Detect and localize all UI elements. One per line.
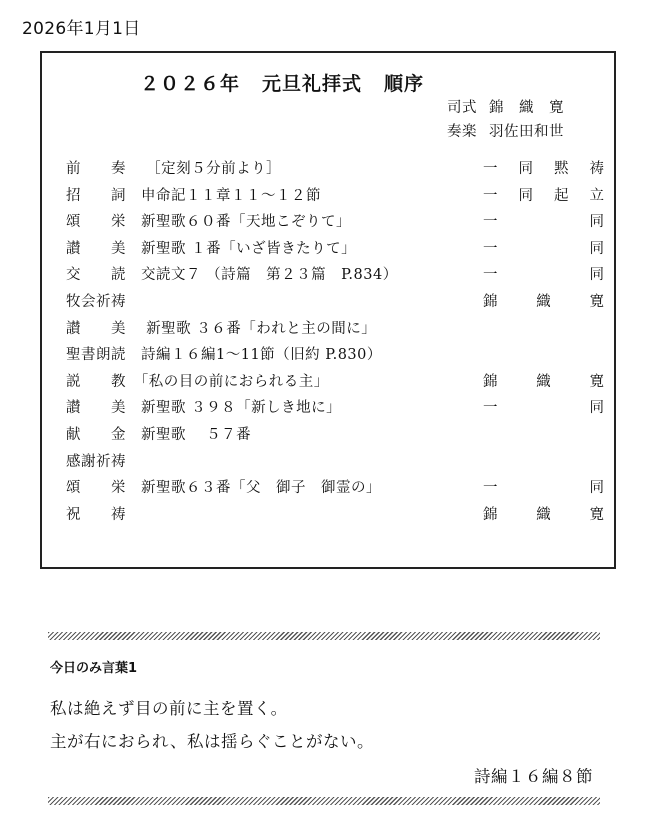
person-char: 一 (483, 240, 498, 257)
person-char: 祷 (589, 161, 604, 177)
order-list (66, 157, 606, 529)
order-item: 聖書朗読 詩編１６編1～11節（旧約 P.830） (66, 347, 382, 364)
order-row (66, 290, 606, 317)
hatched-divider-top (48, 632, 600, 640)
order-row (66, 396, 606, 423)
order-item: 感謝祈祷 (66, 453, 126, 470)
order-person (483, 210, 604, 231)
person-char: 寛 (589, 506, 604, 523)
person-char: 寛 (589, 293, 604, 310)
verse-reference: 詩編１６編８節 (474, 767, 593, 786)
order-person (483, 396, 604, 417)
person-char: 同 (589, 214, 604, 231)
person-char: 立 (589, 187, 604, 204)
order-person (483, 476, 604, 497)
order-item: 讃 美 新聖歌 ３６番「われと主の間に」 (66, 320, 377, 337)
person-char: 一 (483, 400, 498, 417)
order-person (483, 157, 604, 178)
person-char: 黙 (554, 161, 569, 177)
order-row (66, 184, 606, 211)
order-row (66, 210, 606, 237)
officer-presider (447, 96, 564, 117)
officer-role: 奏楽 (447, 124, 477, 140)
person-char: 同 (518, 161, 533, 177)
order-row (66, 503, 606, 530)
person-char: 錦 (483, 506, 498, 523)
officer-organist (447, 120, 564, 141)
order-item: 前 奏 ［定刻５分前より］ (66, 161, 282, 177)
person-char: 一 (483, 480, 498, 497)
order-person (483, 263, 604, 284)
verse-line-2: 主が右におられ、私は揺らぐことがない。 (50, 732, 374, 751)
person-char: 同 (589, 400, 604, 417)
person-char: 一 (483, 161, 498, 177)
order-item: 交 読 交読文７ （詩篇 第２３篇 P.834） (66, 267, 398, 284)
order-row (66, 476, 606, 503)
order-row (66, 423, 606, 450)
program-box (40, 51, 616, 569)
order-person (483, 184, 604, 205)
order-person (483, 290, 604, 311)
order-row (66, 370, 606, 397)
daily-word-label: 今日のみ言葉1 (50, 661, 138, 676)
person-char: 織 (536, 373, 551, 390)
order-row (66, 237, 606, 264)
verse-line-1: 私は絶えず目の前に主を置く。 (50, 699, 288, 718)
date-header: 2026年1月1日 (22, 19, 141, 39)
person-char: 織 (536, 506, 551, 523)
order-item: 頌 栄 新聖歌６３番「父 御子 御霊の」 (66, 480, 381, 497)
officer-role: 司式 (447, 100, 477, 116)
order-row (66, 317, 606, 344)
person-char: 同 (589, 240, 604, 257)
person-char: 一 (483, 187, 498, 204)
order-item: 頌 栄 新聖歌６０番「天地こぞりて」 (66, 214, 351, 231)
program-title (140, 69, 446, 96)
order-row (66, 450, 606, 477)
person-char: 一 (483, 267, 498, 284)
order-item: 讃 美 新聖歌 １番「いざ皆きたりて」 (66, 240, 357, 257)
title-order: 順序 (384, 73, 425, 95)
order-item: 招 詞 申命記１１章１１～１２節 (66, 187, 321, 204)
order-person (483, 503, 604, 524)
person-char: 起 (554, 187, 569, 204)
person-char: 同 (589, 267, 604, 284)
order-row (66, 343, 606, 370)
officer-name: 錦 織 寛 (489, 100, 564, 116)
order-item: 説 教 「私の目の前におられる主」 (66, 373, 329, 390)
person-char: 寛 (589, 373, 604, 390)
order-item: 讃 美 新聖歌 ３９８「新しき地に」 (66, 400, 342, 417)
order-person (483, 237, 604, 258)
order-row (66, 157, 606, 184)
person-char: 錦 (483, 373, 498, 390)
person-char: 錦 (483, 293, 498, 310)
officer-name: 羽佐田和世 (489, 124, 564, 140)
person-char: 織 (536, 293, 551, 310)
order-row (66, 263, 606, 290)
person-char: 同 (589, 480, 604, 497)
order-item: 祝 祷 (66, 506, 126, 523)
order-item: 牧会祈祷 (66, 293, 126, 310)
hatched-divider-bottom (48, 797, 600, 805)
person-char: 同 (518, 187, 533, 204)
title-year: ２０２６年 (140, 73, 241, 95)
order-item: 献 金 新聖歌 ５７番 (66, 426, 252, 443)
order-person (483, 370, 604, 391)
person-char: 一 (483, 214, 498, 231)
title-service: 元旦礼拝式 (262, 73, 363, 95)
